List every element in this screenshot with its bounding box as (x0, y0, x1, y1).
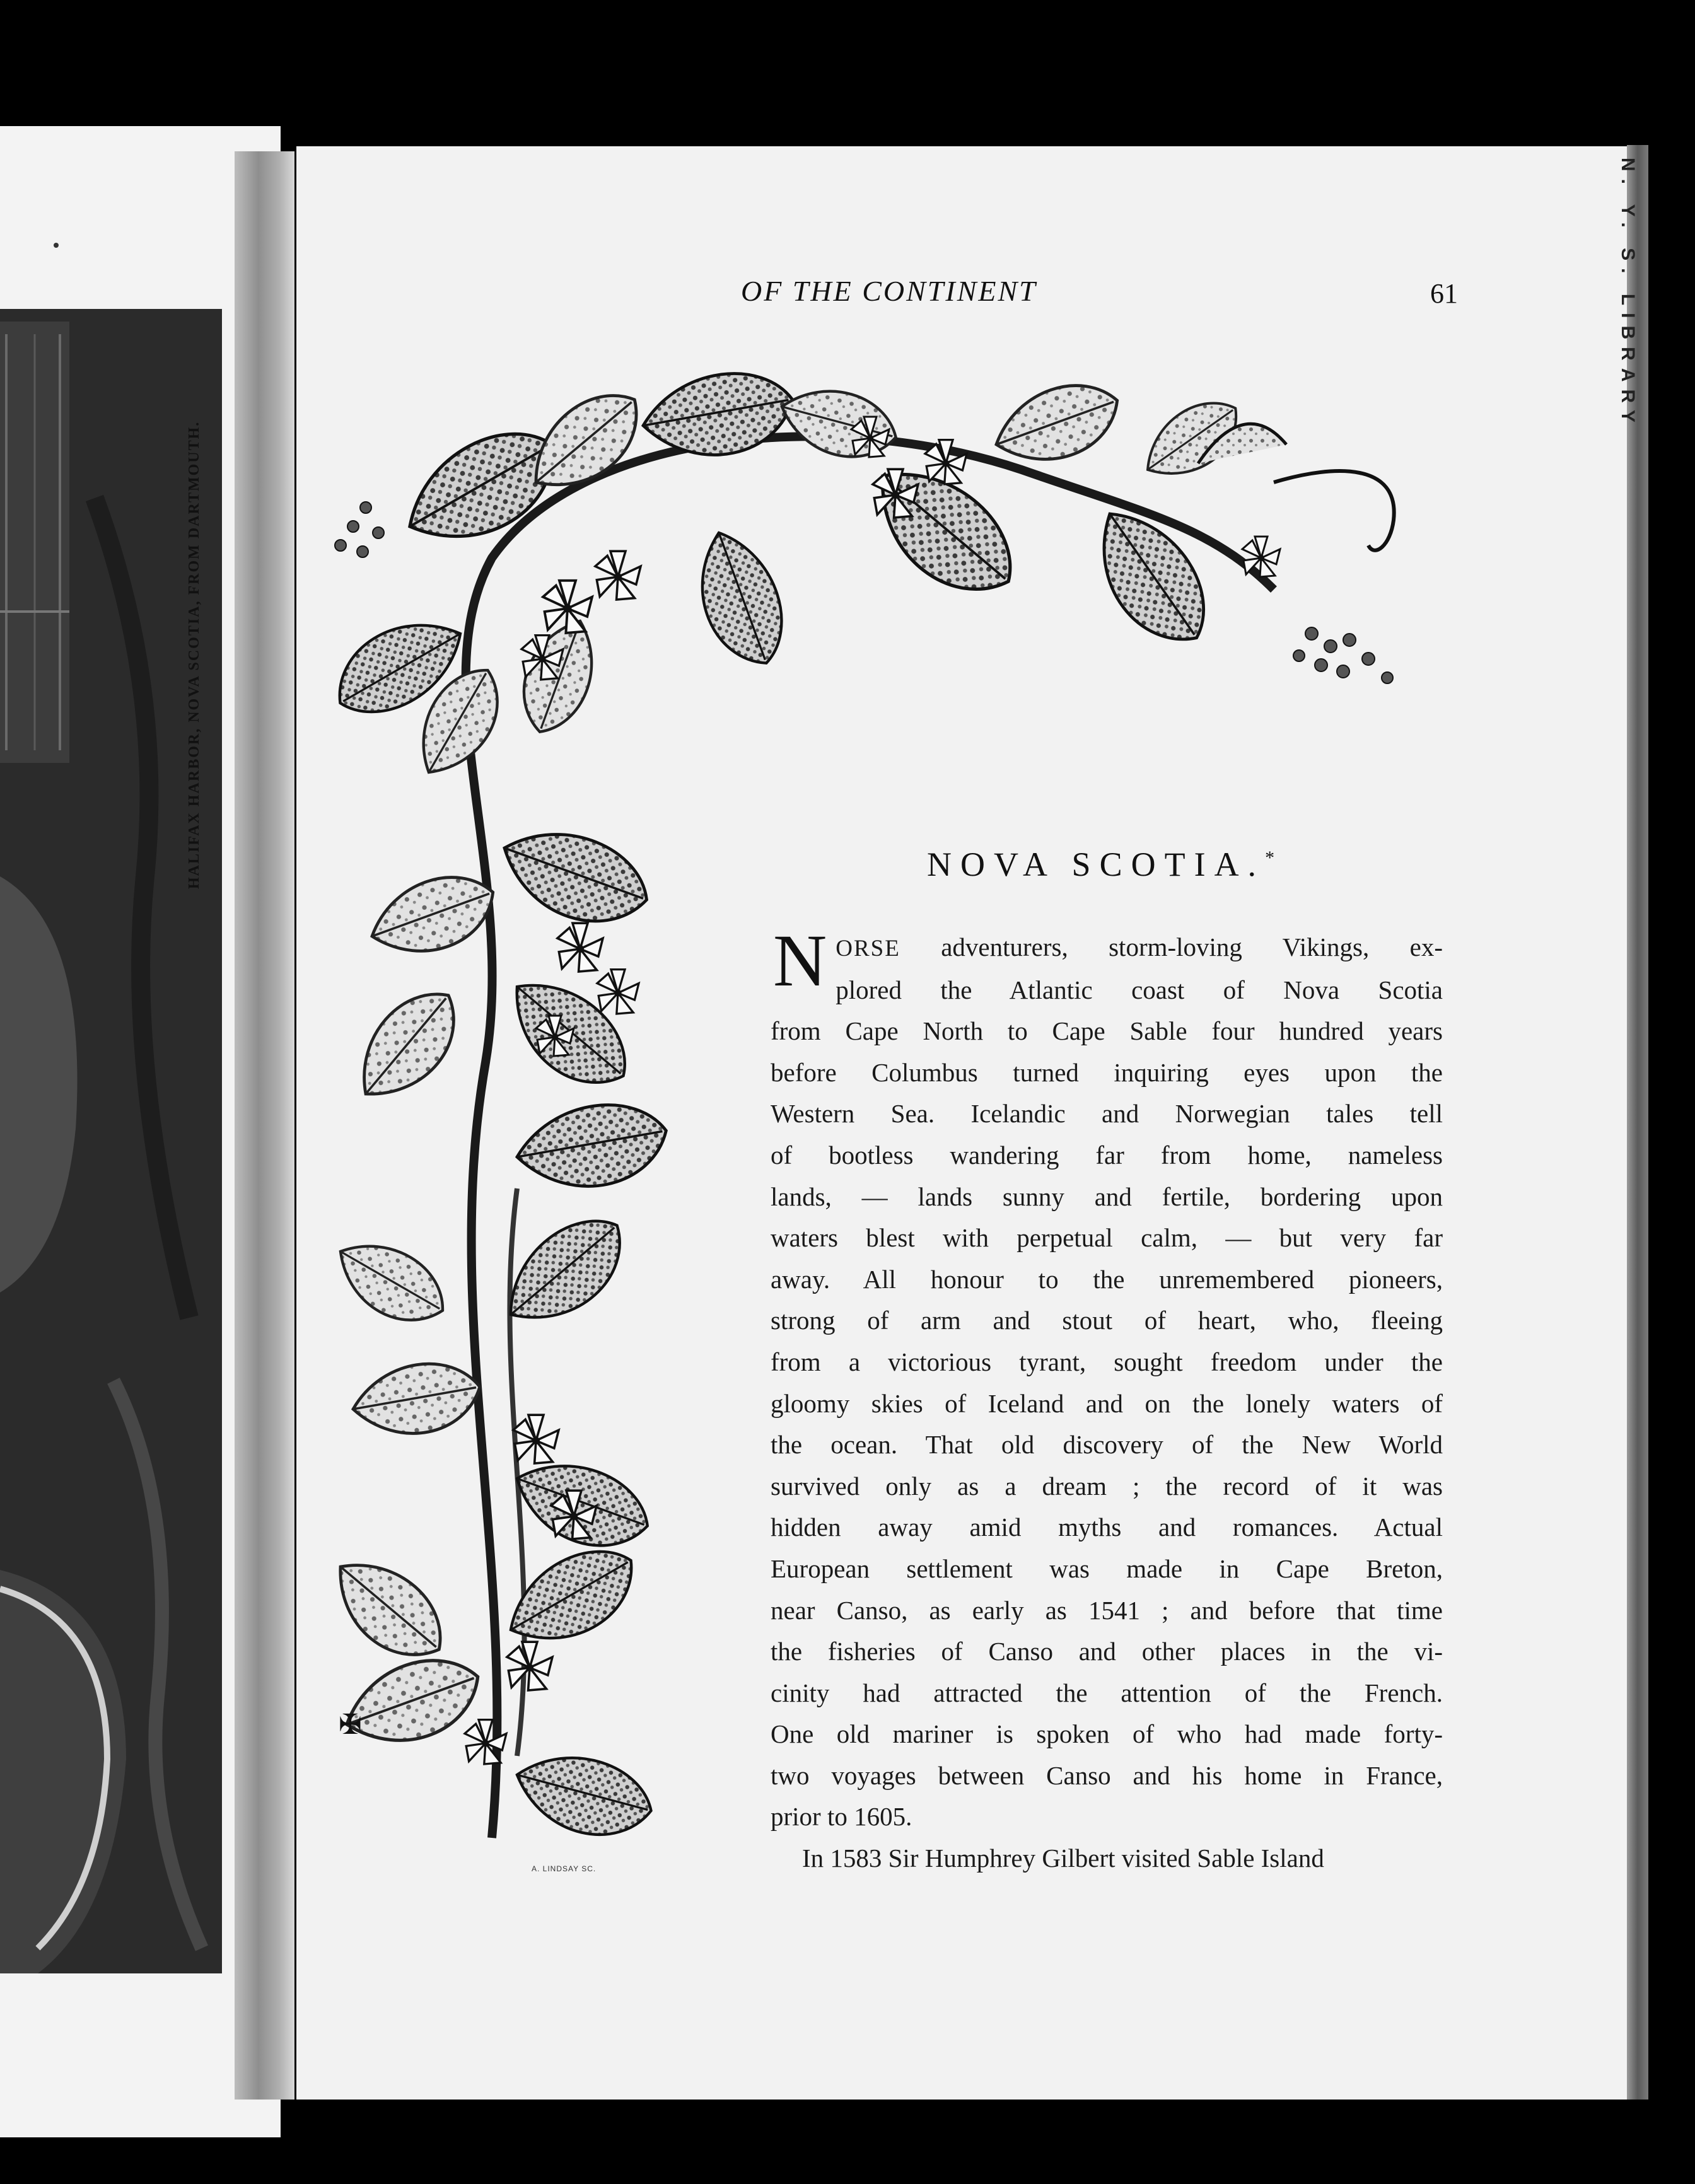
text-line: from Cape North to Cape Sable four hundred years (771, 1016, 1443, 1046)
text-line: strong of arm and stout of heart, who, fleeing (771, 1306, 1443, 1335)
text-line: lands, — lands sunny and fertile, bordering upon (771, 1182, 1443, 1211)
drop-cap: N (773, 919, 827, 1002)
library-stamp-label: N. Y. S. LIBRARY (1617, 158, 1638, 431)
engraver-credit: A. LINDSAY SC. (532, 1864, 597, 1873)
article-body (771, 919, 1443, 1879)
plate-caption: HALIFAX HARBOR, NOVA SCOTIA, FROM DARTMOUTH. (186, 421, 202, 889)
text-line: One old mariner is spoken of who had made forty- (771, 1719, 1443, 1749)
running-head: OF THE CONTINENT (741, 275, 1037, 307)
text-line: European settlement was made in Cape Breton, (771, 1554, 1443, 1583)
text-line: cinity had attracted the attention of the French. (771, 1678, 1443, 1707)
text-line: near Canso, as early as 1541 ; and before that time (771, 1595, 1443, 1625)
text-line: Western Sea. Icelandic and Norwegian tales tell (771, 1099, 1443, 1129)
text-line: plored the Atlantic coast of Nova Scotia (836, 975, 1443, 1004)
page-number: 61 (1430, 278, 1458, 309)
illustrator-monogram: ✠ (339, 1709, 362, 1740)
text-line: gloomy skies of Iceland and on the lonely waters of (771, 1388, 1443, 1418)
text-line: In 1583 Sir Humphrey Gilbert visited Sable Island (802, 1844, 1324, 1873)
text-line: ORSE adventurers, storm-loving Vikings, ex- (836, 932, 1443, 961)
text-line: prior to 1605. (771, 1802, 912, 1832)
text-line: the ocean. That old discovery of the New World (771, 1430, 1443, 1460)
text-line: hidden away amid myths and romances. Actual (771, 1513, 1443, 1542)
first-word-smallcaps: ORSE (836, 936, 900, 961)
text-line: survived only as a dream ; the record of it was (771, 1471, 1443, 1501)
text-line: before Columbus turned inquiring eyes upon the (771, 1057, 1443, 1087)
footnote-mark: * (1265, 847, 1275, 868)
text-line: the fisheries of Canso and other places in the vi- (771, 1637, 1443, 1666)
dust-speck (54, 243, 59, 248)
text-line: two voyages between Canso and his home in France, (771, 1760, 1443, 1790)
text-line: from a victorious tyrant, sought freedom under the (771, 1347, 1443, 1376)
article-title (927, 845, 1274, 884)
article-title-text: NOVA SCOTIA. (927, 845, 1266, 883)
text-line: away. All honour to the unremembered pioneers, (771, 1264, 1443, 1294)
text-line: of bootless wandering far from home, nameless (771, 1140, 1443, 1170)
book-gutter (235, 151, 294, 2100)
text-line: waters blest with perpetual calm, — but very far (771, 1223, 1443, 1253)
